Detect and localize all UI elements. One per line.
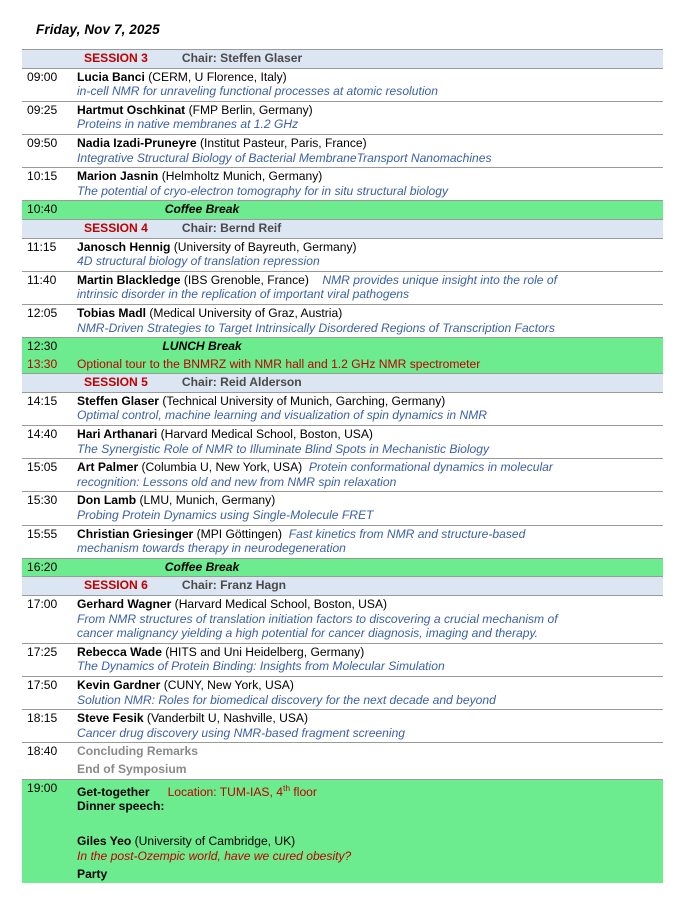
talk-time: 11:40 bbox=[22, 271, 70, 304]
dinner-speaker-row bbox=[22, 833, 663, 865]
session-label: SESSION 6 bbox=[84, 578, 148, 593]
location-suffix: floor bbox=[290, 784, 317, 799]
speaker-name: Steffen Glaser bbox=[77, 393, 159, 408]
tour-text: Optional tour to the BNMRZ with NMR hall and 1.2 GHz NMR spectrometer bbox=[77, 356, 481, 371]
speaker-name: Steve Fesik bbox=[77, 711, 144, 726]
talk-title: Integrative Structural Biology of Bacterial MembraneTransport Nanomachines bbox=[77, 150, 492, 165]
end-of-symposium-label: End of Symposium bbox=[77, 761, 187, 776]
gettogether-time: 19:00 bbox=[22, 779, 70, 816]
talk-title: in-cell NMR for unraveling functional processes at atomic resolution bbox=[77, 84, 438, 99]
talk-details bbox=[70, 525, 663, 558]
session-header-row bbox=[22, 219, 663, 238]
talk-time: 09:50 bbox=[22, 134, 70, 167]
speaker-name: Lucia Banci bbox=[77, 69, 145, 84]
talk-details bbox=[70, 134, 663, 167]
speaker-affiliation: (Helmholtz Munich, Germany) bbox=[158, 169, 323, 184]
speaker-name: Art Palmer bbox=[77, 460, 139, 475]
spacer-row bbox=[22, 816, 663, 834]
speaker-name: Nadia Izadi-Pruneyre bbox=[77, 135, 197, 150]
talk-time: 14:40 bbox=[22, 426, 70, 459]
session-header-cell bbox=[70, 219, 663, 238]
talk-time: 17:25 bbox=[22, 643, 70, 676]
talk-time: 14:15 bbox=[22, 392, 70, 425]
session-label: SESSION 5 bbox=[84, 375, 148, 390]
talk-title: The Dynamics of Protein Binding: Insights from Molecular Simulation bbox=[77, 659, 445, 674]
break-time: 16:20 bbox=[22, 558, 70, 577]
talk-title-line2: cancer malignancy yielding a high potential for cancer diagnosis, imaging and therapy. bbox=[77, 626, 538, 641]
talk-title: In the post-Ozempic world, have we cured obesity? bbox=[77, 848, 352, 863]
closing-time: 18:40 bbox=[22, 743, 70, 761]
speaker-name: Christian Griesinger bbox=[77, 526, 194, 541]
talk-title-line1: Fast kinetics from NMR and structure-based bbox=[288, 526, 526, 541]
talk-row bbox=[22, 426, 663, 459]
talk-details bbox=[70, 459, 663, 492]
lunch-time: 12:30 bbox=[22, 338, 70, 356]
concluding-remarks-label: Concluding Remarks bbox=[77, 744, 198, 759]
speaker-affiliation: (IBS Grenoble, France) bbox=[180, 272, 309, 287]
speaker-affiliation: (Medical University of Graz, Austria) bbox=[145, 305, 343, 320]
speaker-name: Don Lamb bbox=[77, 493, 137, 508]
speaker-name: Rebecca Wade bbox=[77, 644, 162, 659]
speaker-affiliation: (LMU, Munich, Germany) bbox=[136, 493, 276, 508]
speaker-affiliation: (University of Bayreuth, Germany) bbox=[170, 239, 357, 254]
talk-row bbox=[22, 676, 663, 709]
session-header-row bbox=[22, 50, 663, 69]
talk-time: 11:15 bbox=[22, 238, 70, 271]
talk-title: 4D structural biology of translation repression bbox=[77, 254, 320, 269]
session-time-blank bbox=[22, 577, 70, 596]
dinner-speaker-details bbox=[70, 833, 663, 865]
talk-time: 17:00 bbox=[22, 596, 70, 644]
party-row bbox=[22, 866, 663, 884]
break-time: 10:40 bbox=[22, 201, 70, 220]
session-chair: Chair: Reid Alderson bbox=[181, 375, 302, 390]
talk-time: 12:05 bbox=[22, 304, 70, 337]
session-chair: Chair: Steffen Glaser bbox=[181, 51, 303, 65]
talk-row bbox=[22, 710, 663, 743]
talk-time: 15:30 bbox=[22, 492, 70, 525]
end-time-blank bbox=[22, 761, 70, 779]
talk-details bbox=[70, 596, 663, 644]
talk-time: 10:15 bbox=[22, 168, 70, 201]
speaker-name: Marion Jasnin bbox=[77, 169, 159, 184]
gettogether-location bbox=[150, 782, 317, 799]
talk-time: 18:15 bbox=[22, 710, 70, 743]
talk-row bbox=[22, 596, 663, 644]
break-row bbox=[22, 201, 663, 220]
session-label: SESSION 3 bbox=[84, 51, 148, 65]
talk-title: Optimal control, machine learning and visualization of spin dynamics in NMR bbox=[77, 408, 488, 423]
lunch-row bbox=[22, 338, 663, 356]
talk-title-line1: Protein conformational dynamics in molecular bbox=[308, 460, 553, 475]
session-time-blank bbox=[22, 50, 70, 69]
talk-title-line2: intrinsic disorder in the replication of important viral pathogens bbox=[77, 287, 410, 302]
speaker-name: Hari Arthanari bbox=[77, 427, 158, 442]
speaker-affiliation: (CUNY, New York, USA) bbox=[160, 677, 294, 692]
speaker-affiliation: (Harvard Medical School, Boston, USA) bbox=[171, 597, 388, 611]
end-details bbox=[70, 761, 663, 779]
talk-time: 15:55 bbox=[22, 525, 70, 558]
break-label: Coffee Break bbox=[164, 202, 240, 217]
session-header-row bbox=[22, 577, 663, 596]
spacer-time bbox=[22, 816, 70, 834]
talk-title: The Synergistic Role of NMR to Illuminate Blind Spots in Mechanistic Biology bbox=[77, 441, 490, 456]
session-label: SESSION 4 bbox=[84, 220, 148, 235]
lunch-label: LUNCH Break bbox=[162, 339, 242, 354]
talk-title-line2: recognition: Lessons old and new from NMR spin relaxation bbox=[77, 474, 397, 489]
talk-row bbox=[22, 459, 663, 492]
gettogether-row bbox=[22, 779, 663, 816]
session-time-blank bbox=[22, 374, 70, 393]
talk-details bbox=[70, 168, 663, 201]
spacer-body bbox=[70, 816, 663, 834]
talk-time: 17:50 bbox=[22, 676, 70, 709]
gettogether-details bbox=[70, 779, 663, 816]
talk-row bbox=[22, 68, 663, 101]
talk-details bbox=[70, 101, 663, 134]
schedule-table bbox=[22, 49, 663, 883]
talk-details bbox=[70, 710, 663, 743]
speaker-affiliation: (Columbia U, New York, USA) bbox=[138, 460, 303, 475]
talk-details bbox=[70, 68, 663, 101]
talk-title: NMR-Driven Strategies to Target Intrinsically Disordered Regions of Transcription Factors bbox=[77, 320, 555, 335]
talk-title-line1: NMR provides unique insight into the role of bbox=[322, 272, 557, 287]
session-header-cell bbox=[70, 577, 663, 596]
talk-time: 09:00 bbox=[22, 68, 70, 101]
talk-details bbox=[70, 304, 663, 337]
talk-details bbox=[70, 238, 663, 271]
end-row bbox=[22, 761, 663, 779]
talk-title: Cancer drug discovery using NMR-based fragment screening bbox=[77, 725, 406, 740]
session-header-cell bbox=[70, 50, 663, 69]
location-prefix: Location: TUM-IAS, 4 bbox=[167, 784, 283, 799]
speaker-affiliation: (Institut Pasteur, Paris, France) bbox=[196, 135, 367, 150]
party-time-blank bbox=[22, 866, 70, 884]
talk-row bbox=[22, 492, 663, 525]
break-details bbox=[70, 201, 663, 220]
session-time-blank bbox=[22, 219, 70, 238]
talk-title-line2: mechanism towards therapy in neurodegeneration bbox=[77, 541, 346, 556]
speaker-affiliation: (Harvard Medical School, Boston, USA) bbox=[157, 427, 373, 442]
break-details bbox=[70, 558, 663, 577]
talk-title: The potential of cryo-electron tomography for in situ structural biology bbox=[77, 183, 449, 198]
talk-row bbox=[22, 392, 663, 425]
talk-time: 09:25 bbox=[22, 101, 70, 134]
talk-row bbox=[22, 643, 663, 676]
speaker-affiliation: (University of Cambridge, UK) bbox=[131, 834, 296, 849]
talk-details bbox=[70, 643, 663, 676]
party-details bbox=[70, 866, 663, 884]
speaker-name: Gerhard Wagner bbox=[77, 597, 172, 611]
talk-title: Probing Protein Dynamics using Single-Molecule FRET bbox=[77, 508, 374, 523]
speaker-affiliation: (HITS and Uni Heidelberg, Germany) bbox=[161, 644, 365, 659]
speaker-affiliation: (FMP Berlin, Germany) bbox=[185, 102, 313, 117]
session-chair: Chair: Bernd Reif bbox=[181, 220, 282, 235]
speaker-name: Giles Yeo bbox=[77, 834, 132, 849]
speaker-name: Tobias Madl bbox=[77, 305, 146, 320]
talk-row bbox=[22, 304, 663, 337]
dinner-speech-label: Dinner speech: bbox=[77, 799, 165, 814]
speaker-name: Janosch Hennig bbox=[77, 239, 171, 254]
break-row bbox=[22, 558, 663, 577]
dinner-speaker-time-blank bbox=[22, 833, 70, 865]
speaker-name: Martin Blackledge bbox=[77, 272, 181, 287]
speaker-affiliation: (CERM, U Florence, Italy) bbox=[144, 69, 287, 84]
session-chair: Chair: Franz Hagn bbox=[181, 578, 287, 593]
talk-row bbox=[22, 525, 663, 558]
talk-details bbox=[70, 392, 663, 425]
session-header-row bbox=[22, 374, 663, 393]
tour-row bbox=[22, 356, 663, 374]
location-ordinal: th bbox=[282, 782, 291, 793]
talk-details bbox=[70, 426, 663, 459]
break-label: Coffee Break bbox=[164, 559, 240, 574]
closing-row bbox=[22, 743, 663, 761]
talk-time: 15:05 bbox=[22, 459, 70, 492]
talk-row bbox=[22, 168, 663, 201]
closing-details bbox=[70, 743, 663, 761]
talk-title: Proteins in native membranes at 1.2 GHz bbox=[77, 117, 299, 132]
talk-details bbox=[70, 492, 663, 525]
talk-title: Solution NMR: Roles for biomedical discovery for the next decade and beyond bbox=[77, 692, 496, 707]
speaker-affiliation: (Vanderbilt U, Nashville, USA) bbox=[143, 711, 309, 726]
talk-title-line1: From NMR structures of translation initiation factors to discovering a crucial mechanism of bbox=[77, 611, 558, 626]
party-label: Party bbox=[77, 866, 108, 881]
talk-row bbox=[22, 134, 663, 167]
lunch-details bbox=[70, 338, 663, 356]
talk-details bbox=[70, 271, 663, 304]
session-header-cell bbox=[70, 374, 663, 393]
page-title: Friday, Nov 7, 2025 bbox=[36, 22, 160, 37]
speaker-name: Hartmut Oschkinat bbox=[77, 102, 186, 117]
talk-row bbox=[22, 271, 663, 304]
talk-row bbox=[22, 101, 663, 134]
speaker-name: Kevin Gardner bbox=[77, 677, 161, 692]
tour-time: 13:30 bbox=[22, 356, 70, 374]
speaker-affiliation: (MPI Göttingen) bbox=[193, 526, 283, 541]
talk-row bbox=[22, 238, 663, 271]
talk-details bbox=[70, 676, 663, 709]
speaker-affiliation: (Technical University of Munich, Garching, Germany) bbox=[159, 393, 446, 408]
gettogether-label: Get-together bbox=[77, 784, 150, 799]
tour-details bbox=[70, 356, 663, 374]
